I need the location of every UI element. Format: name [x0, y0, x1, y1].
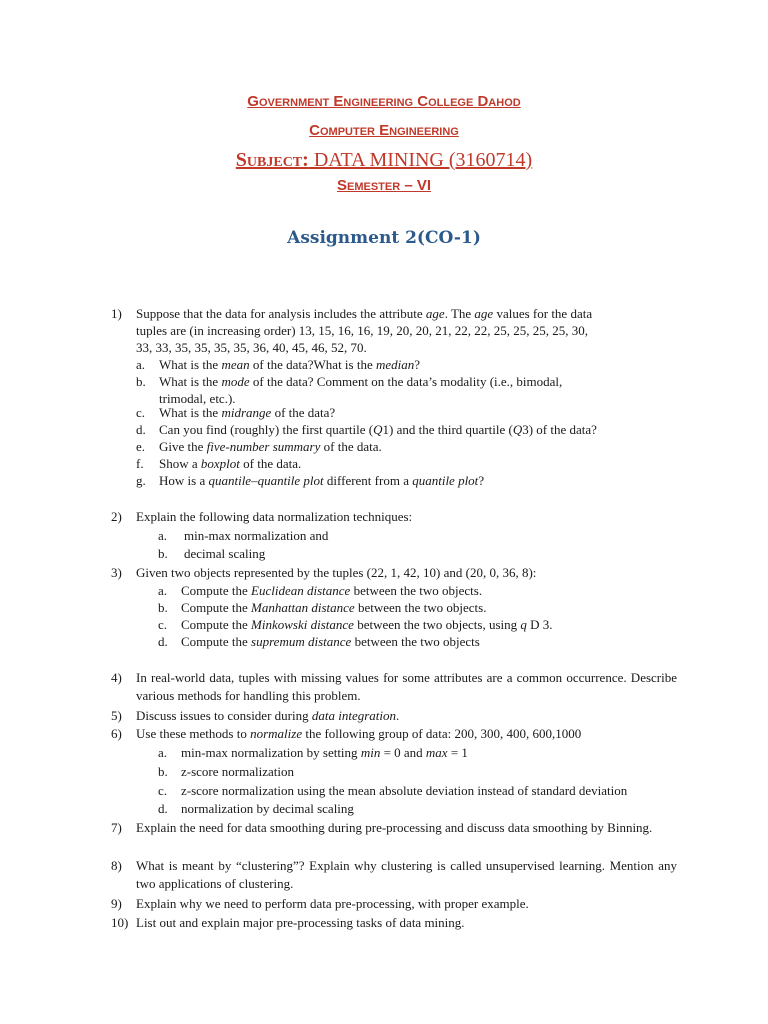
subquestion-1g — [136, 472, 676, 489]
text-line: z-score normalization using the mean absolute deviation instead of standard deviation — [181, 783, 628, 798]
question-number: 10) — [111, 915, 129, 930]
subquestion-2b — [158, 545, 658, 562]
question-text: Explain why we need to perform data pre-processing, with proper example. — [136, 896, 529, 911]
text-run: between the two objects. — [354, 600, 487, 615]
text-run: . — [396, 708, 400, 723]
subquestion-2a — [158, 527, 658, 544]
subquestion-1a — [136, 356, 676, 373]
question-number: 3) — [111, 565, 122, 580]
text-run: of the data? Comment on the data’s modality (i.e., bimodal, — [249, 374, 563, 389]
subquestion-letter: a. — [158, 528, 168, 543]
text-run: mean — [221, 357, 250, 372]
subject-name: DATA MINING (3160714) — [308, 149, 533, 171]
text-line: decimal scaling — [184, 546, 266, 561]
question-9 — [111, 895, 677, 912]
subquestion-letter: b. — [158, 546, 168, 561]
subquestion-3c — [158, 616, 658, 633]
text-run: = 1 — [447, 745, 468, 760]
question-5 — [111, 707, 677, 724]
text-run: What is the — [159, 374, 222, 389]
text-run: Show a — [159, 456, 201, 471]
text-run: age — [474, 306, 494, 321]
text-run: Discuss issues to consider during — [136, 708, 312, 723]
text-run: Compute the — [181, 583, 252, 598]
college-heading: Government Engineering College Dahod — [247, 93, 521, 110]
text-line: trimodal, etc.). — [159, 391, 236, 406]
question-number: 1) — [111, 306, 122, 321]
subquestion-1f — [136, 455, 676, 472]
text-line: tuples are (in increasing order) 13, 15, 16, 16, 19, 20, 20, 21, 22, 22, 25, 25, 25, 25, 30, — [136, 323, 589, 338]
subject-prefix: Subject: — [235, 149, 309, 171]
text-run: Q — [373, 422, 383, 437]
subquestion-1b — [136, 373, 676, 407]
subquestion-letter: b. — [136, 374, 146, 389]
text-run: Use these methods to — [136, 726, 251, 741]
text-run: Compute the — [181, 600, 252, 615]
text-run: 1) and the third quartile ( — [382, 422, 513, 437]
subquestion-letter: d. — [158, 801, 168, 816]
text-run: 3) of the data? — [522, 422, 597, 437]
question-1 — [111, 305, 677, 356]
question-7 — [111, 819, 677, 837]
text-run: median — [375, 357, 415, 372]
subquestion-6b — [158, 763, 678, 780]
text-run: How is a — [159, 473, 209, 488]
question-text: What is meant by “clustering”? Explain why clustering is called unsupervised learning. Mention any two applications of clustering. — [136, 858, 677, 891]
question-number: 4) — [111, 670, 122, 685]
text-run: Compute the — [181, 634, 252, 649]
question-10 — [111, 914, 677, 931]
text-run: values for the data — [493, 306, 593, 321]
text-run: of the data. — [239, 456, 302, 471]
subquestion-letter: f. — [136, 456, 144, 471]
subquestion-6d — [158, 800, 678, 817]
subquestion-3d — [158, 633, 658, 650]
question-2 — [111, 508, 677, 525]
text-run: between the two objects — [351, 634, 480, 649]
text-run: = 0 and — [380, 745, 426, 760]
text-run: Give the — [159, 439, 207, 454]
text-line: z-score normalization — [181, 764, 294, 779]
text-run: Minkowski distance — [251, 617, 354, 632]
text-run: five-number summary — [206, 439, 321, 454]
question-text: Given two objects represented by the tuples (22, 1, 42, 10) and (20, 0, 36, 8): — [136, 565, 537, 580]
question-number: 8) — [111, 858, 122, 873]
subject-heading — [0, 149, 768, 172]
text-run: What is the — [159, 357, 222, 372]
subquestion-letter: e. — [136, 439, 146, 454]
text-run: between the two objects, using — [353, 617, 521, 632]
text-run: Manhattan distance — [251, 600, 355, 615]
subquestion-letter: a. — [158, 745, 168, 760]
subquestion-letter: c. — [136, 405, 146, 420]
subquestion-1c — [136, 404, 676, 421]
text-run: of the data?What is the — [249, 357, 376, 372]
question-text — [136, 707, 677, 724]
subquestion-letter: a. — [136, 357, 146, 372]
question-text: In real-world data, tuples with missing values for some attributes are a common occurrence. Describe various methods for handling this problem. — [136, 670, 677, 703]
text-run: Euclidean distance — [251, 583, 351, 598]
question-4 — [111, 669, 677, 705]
text-run: different from a — [323, 473, 413, 488]
question-text — [136, 725, 677, 742]
department-heading: Computer Engineering — [309, 122, 459, 139]
text-run: normalize — [250, 726, 303, 741]
subquestion-3a — [158, 582, 658, 599]
text-run: supremum distance — [251, 634, 352, 649]
subquestion-letter: d. — [158, 634, 168, 649]
question-text — [136, 305, 677, 356]
subquestion-3b — [158, 599, 658, 616]
question-text: List out and explain major pre-processing tasks of data mining. — [136, 915, 465, 930]
subquestion-letter: c. — [158, 783, 168, 798]
assignment-title: Assignment 2(CO-1) — [287, 228, 481, 248]
text-run: quantile plot — [412, 473, 479, 488]
subquestion-letter: g. — [136, 473, 146, 488]
text-run: quantile–quantile plot — [208, 473, 324, 488]
question-number: 2) — [111, 509, 122, 524]
text-run: midrange — [221, 405, 272, 420]
text-run: ? — [478, 473, 485, 488]
text-line: normalization by decimal scaling — [181, 801, 354, 816]
text-line: 33, 33, 35, 35, 35, 35, 36, 40, 45, 46, 52, 70. — [136, 340, 367, 355]
text-run: between the two objects. — [350, 583, 483, 598]
text-run: ? — [414, 357, 421, 372]
text-run: max — [425, 745, 448, 760]
subquestion-letter: c. — [158, 617, 168, 632]
text-run: mode — [221, 374, 250, 389]
question-number: 9) — [111, 896, 122, 911]
text-run: of the data? — [271, 405, 336, 420]
text-run: data integration — [311, 708, 396, 723]
text-run: age — [425, 306, 445, 321]
subquestion-6a — [158, 744, 678, 761]
text-run: q — [520, 617, 527, 632]
subquestion-6c — [158, 782, 678, 799]
subquestion-letter: d. — [136, 422, 146, 437]
text-run: . The — [444, 306, 475, 321]
subquestion-1e — [136, 438, 676, 455]
subquestion-letter: a. — [158, 583, 168, 598]
text-run: min — [360, 745, 381, 760]
text-run: min-max normalization by setting — [181, 745, 361, 760]
text-line: min-max normalization and — [184, 528, 329, 543]
text-run: Can you find (roughly) the first quartile ( — [159, 422, 374, 437]
text-run: Suppose that the data for analysis includes the attribute — [136, 306, 426, 321]
text-run: of the data. — [320, 439, 382, 454]
question-8 — [111, 857, 677, 893]
text-run: What is the — [159, 405, 222, 420]
question-text: Explain the following data normalization techniques: — [136, 509, 413, 524]
subquestion-letter: b. — [158, 764, 168, 779]
semester-heading: Semester – VI — [336, 177, 432, 194]
question-6 — [111, 725, 677, 742]
subquestion-letter: b. — [158, 600, 168, 615]
text-run: boxplot — [200, 456, 240, 471]
subquestion-1d — [136, 421, 676, 438]
text-run: Q — [512, 422, 523, 437]
question-number: 6) — [111, 726, 122, 741]
text-run: the following group of data: 200, 300, 400, 600,1000 — [302, 726, 582, 741]
question-number: 7) — [111, 820, 122, 835]
text-run: Compute the — [181, 617, 252, 632]
question-3 — [111, 564, 677, 581]
text-run: D 3. — [526, 617, 553, 632]
question-text: Explain the need for data smoothing during pre-processing and discuss data smoothing by Binning. — [136, 820, 653, 835]
question-number: 5) — [111, 708, 122, 723]
